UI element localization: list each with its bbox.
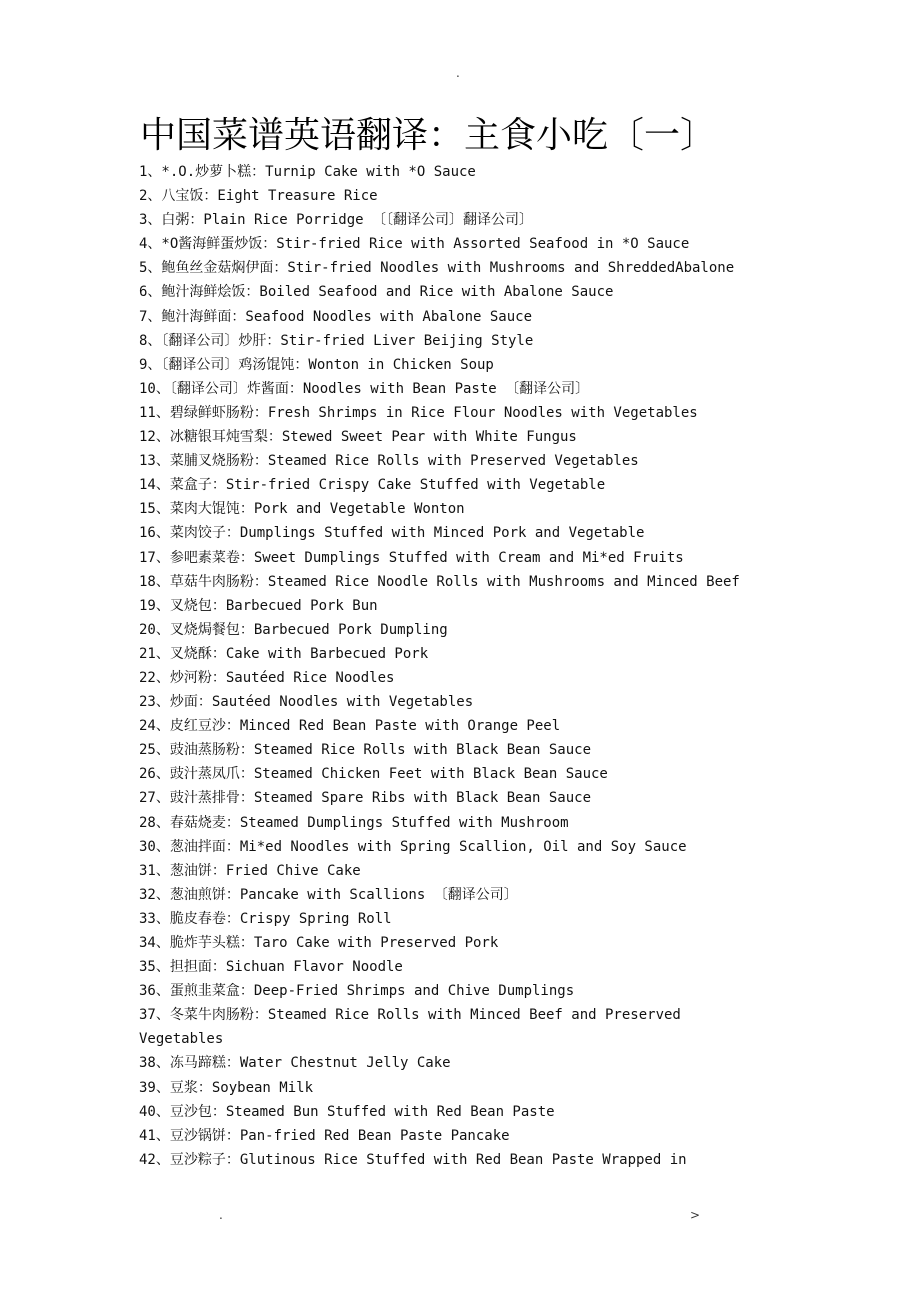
menu-item: 38、冻马蹄糕：Water Chestnut Jelly Cake xyxy=(139,1055,451,1072)
menu-item: 23、炒面：Sautéed Noodles with Vegetables xyxy=(139,694,474,711)
menu-item: 27、豉汁蒸排骨：Steamed Spare Ribs with Black Bean Sauce xyxy=(139,790,592,807)
page-title: 中国菜谱英语翻译：主食小吃〔一〕 xyxy=(140,115,717,156)
header-mark: . xyxy=(456,66,460,80)
menu-item: 7、鲍汁海鲜面：Seafood Noodles with Abalone Sauce xyxy=(139,308,533,325)
menu-item: 31、葱油饼：Fried Chive Cake xyxy=(139,862,361,879)
menu-item: 3、白粥：Plain Rice Porridge 〔〔翻译公司〕翻译公司〕 xyxy=(139,212,534,229)
menu-item: 40、豆沙包：Steamed Bun Stuffed with Red Bean Paste xyxy=(139,1103,555,1120)
menu-item: 42、豆沙粽子：Glutinous Rice Stuffed with Red Bean Paste Wrapped in xyxy=(139,1151,687,1168)
menu-item: 39、豆浆：Soybean Milk xyxy=(139,1079,314,1096)
footer-mark-right: > xyxy=(690,1208,701,1222)
menu-item: 11、碧绿鲜虾肠粉：Fresh Shrimps in Rice Flour Noodles with Vegetables xyxy=(139,404,698,421)
footer-mark-left: . xyxy=(219,1208,223,1222)
menu-item: 26、豉汁蒸凤爪：Steamed Chicken Feet with Black Bean Sauce xyxy=(139,766,608,783)
menu-item-list xyxy=(139,160,749,1172)
menu-item: 1、*.O.炒萝卜糕：Turnip Cake with *O Sauce xyxy=(139,164,476,180)
menu-item: 36、蛋煎韭菜盒：Deep-Fried Shrimps and Chive Dumplings xyxy=(139,983,575,1000)
menu-item: 33、脆皮春卷：Crispy Spring Roll xyxy=(139,910,392,927)
menu-item: 5、鲍鱼丝金菇焖伊面：Stir-fried Noodles with Mushrooms and ShreddedAbalone xyxy=(139,260,735,277)
menu-item: 8、〔翻译公司〕炒肝：Stir-fried Liver Beijing Style xyxy=(139,332,534,349)
menu-item: 20、叉烧焗餐包：Barbecued Pork Dumpling xyxy=(139,621,448,638)
menu-item: 6、鲍汁海鲜烩饭：Boiled Seafood and Rice with Abalone Sauce xyxy=(139,284,614,301)
menu-item: 19、叉烧包：Barbecued Pork Bun xyxy=(139,597,378,614)
menu-item: 15、菜肉大馄饨：Pork and Vegetable Wonton xyxy=(139,501,465,518)
menu-item: 21、叉烧酥：Cake with Barbecued Pork xyxy=(139,645,429,662)
menu-item: 32、葱油煎饼：Pancake with Scallions 〔翻译公司〕 xyxy=(139,886,518,903)
menu-item: 34、脆炸芋头糕：Taro Cake with Preserved Pork xyxy=(139,935,499,951)
menu-item: 35、担担面：Sichuan Flavor Noodle xyxy=(139,959,403,976)
menu-item: 16、菜肉饺子：Dumplings Stuffed with Minced Pork and Vegetable xyxy=(139,525,645,542)
menu-item: 9、〔翻译公司〕鸡汤馄饨：Wonton in Chicken Soup xyxy=(139,356,494,373)
menu-item: 12、冰糖银耳炖雪梨：Stewed Sweet Pear with White Fungus xyxy=(139,429,577,446)
menu-item: 13、菜脯叉烧肠粉：Steamed Rice Rolls with Preserved Vegetables xyxy=(139,453,639,470)
menu-item: 2、八宝饭：Eight Treasure Rice xyxy=(139,188,378,205)
menu-item: 28、春菇烧麦：Steamed Dumplings Stuffed with Mushroom xyxy=(139,814,569,831)
menu-item: 25、豉油蒸肠粉：Steamed Rice Rolls with Black Bean Sauce xyxy=(139,742,592,759)
menu-item: 4、*O酱海鲜蛋炒饭：Stir-fried Rice with Assorted Seafood in *O Sauce xyxy=(139,236,690,253)
menu-item: 14、菜盒子：Stir-fried Crispy Cake Stuffed with Vegetable xyxy=(139,477,606,494)
menu-item: 30、葱油拌面：Mi*ed Noodles with Spring Scallion, Oil and Soy Sauce xyxy=(139,838,687,855)
menu-item: 41、豆沙锅饼：Pan-fried Red Bean Paste Pancake xyxy=(139,1127,510,1144)
menu-item: 17、参吧素菜卷：Sweet Dumplings Stuffed with Cream and Mi*ed Fruits xyxy=(139,549,684,566)
menu-item: 10、〔翻译公司〕炸酱面：Noodles with Bean Paste 〔翻译公司〕 xyxy=(139,380,590,397)
menu-item: 18、草菇牛肉肠粉：Steamed Rice Noodle Rolls with Mushrooms and Minced Beef xyxy=(139,573,740,590)
menu-item: 37、冬菜牛肉肠粉：Steamed Rice Rolls with Minced Beef and Preserved Vegetables xyxy=(139,1007,681,1048)
menu-item: 22、炒河粉：Sautéed Rice Noodles xyxy=(139,669,395,686)
menu-item: 24、皮红豆沙：Minced Red Bean Paste with Orange Peel xyxy=(139,718,561,735)
